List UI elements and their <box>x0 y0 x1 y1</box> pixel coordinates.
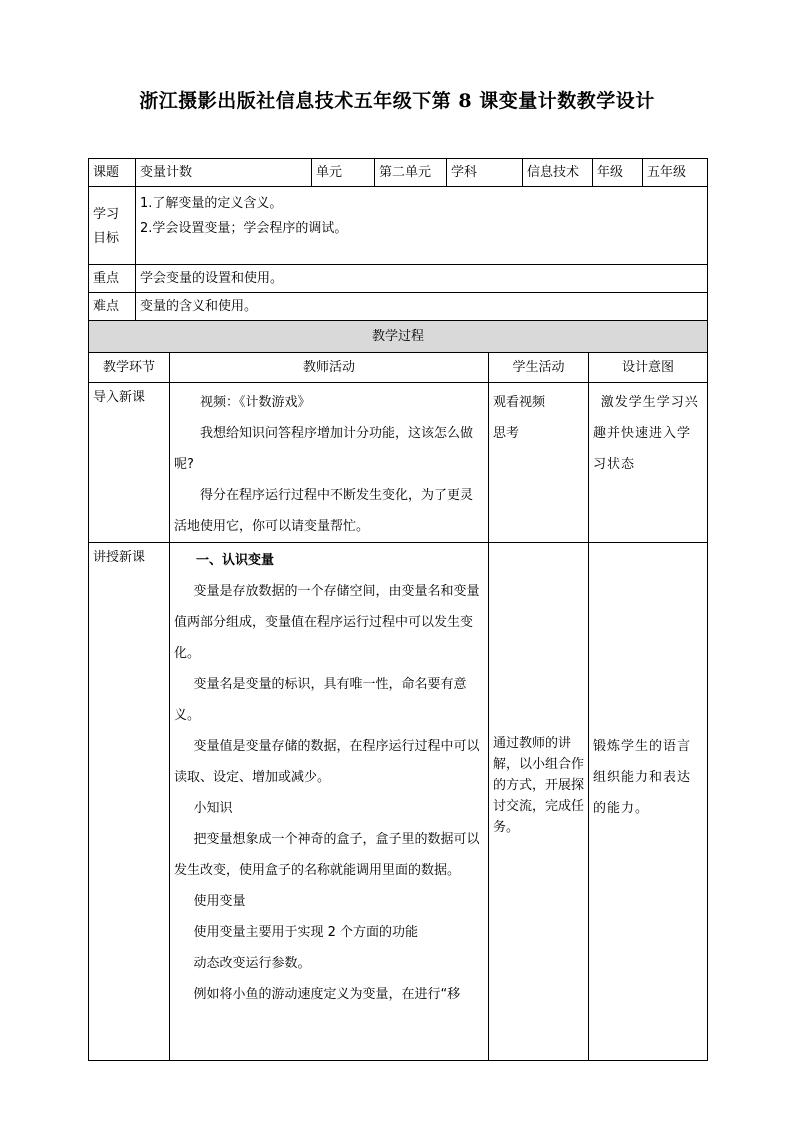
goals-label-line2: 目标 <box>93 231 120 246</box>
header-teacher: 教师活动 <box>170 353 489 383</box>
lecture-paragraph: 动态改变运行参数。 <box>193 956 311 971</box>
grade-value: 五年级 <box>643 159 708 187</box>
intro-phase: 导入新课 <box>89 383 170 543</box>
goals-label <box>89 187 136 265</box>
grade-label: 年级 <box>593 159 643 187</box>
lecture-phase: 讲授新课 <box>89 543 170 1061</box>
lecture-paragraph: 把变量想象成一个神奇的盒子，盒子里的数据可以发生改变，使用盒子的名称就能调用里面的数据。 <box>174 832 480 878</box>
lecture-tip-heading: 小知识 <box>193 801 233 816</box>
topic-value: 变量计数 <box>136 159 312 187</box>
teaching-process-table <box>88 352 708 1061</box>
intro-teacher-activity <box>170 383 489 543</box>
intro-explain: 得分在程序运行过程中不断发生变化，为了更灵活地使用它，你可以请变量帮忙。 <box>174 488 474 534</box>
document-title: 浙江摄影出版社信息技术五年级下第 8 课变量计数教学设计 <box>139 90 655 112</box>
lecture-paragraph: 例如将小鱼的游动速度定义为变量，在进行“移 <box>193 987 461 1002</box>
intro-intent-text: 激发学生学习兴趣并快速进入学习状态 <box>593 395 699 472</box>
lecture-student-text: 通过教师的讲解，以小组合作的方式，开展探讨交流，完成任务。 <box>493 736 585 835</box>
lecture-teacher-activity <box>170 543 489 1061</box>
goals-label-line1: 学习 <box>93 207 120 222</box>
student-watch: 观看视频 <box>493 395 546 410</box>
lecture-heading: 一、认识变量 <box>196 553 275 568</box>
header-phase: 教学环节 <box>89 353 170 383</box>
header-student: 学生活动 <box>489 353 589 383</box>
topic-label: 课题 <box>89 159 136 187</box>
intro-video-line: 视频：《计数游戏》 <box>200 395 311 410</box>
process-section-title: 教学过程 <box>89 321 708 353</box>
intro-question: 我想给知识问答程序增加计分功能，这该怎么做呢? <box>174 426 474 472</box>
lecture-intent-text: 锻炼学生的语言组织能力和表达的能力。 <box>593 739 692 816</box>
key-value: 学会变量的设置和使用。 <box>136 265 708 293</box>
intro-student-activity <box>489 383 589 543</box>
goal-item: 1.了解变量的定义含义。 <box>140 196 283 211</box>
difficulty-label: 难点 <box>89 293 136 321</box>
lecture-student-activity <box>489 543 589 1061</box>
lecture-design-intent <box>589 543 708 1061</box>
subject-label: 学科 <box>447 159 523 187</box>
unit-value: 第二单元 <box>375 159 447 187</box>
lecture-paragraph: 使用变量主要用于实现 2 个方面的功能 <box>193 925 419 940</box>
student-think: 思考 <box>493 426 520 441</box>
intro-design-intent <box>589 383 708 543</box>
lecture-paragraph: 变量值是变量存储的数据，在程序运行过程中可以读取、设定、增加或减少。 <box>174 739 480 785</box>
goals-content <box>136 187 708 265</box>
difficulty-value: 变量的含义和使用。 <box>136 293 708 321</box>
subject-value: 信息技术 <box>523 159 593 187</box>
goal-item: 2.学会设置变量；学会程序的调试。 <box>140 221 348 236</box>
header-intent: 设计意图 <box>589 353 708 383</box>
key-label: 重点 <box>89 265 136 293</box>
unit-label: 单元 <box>312 159 375 187</box>
lesson-info-table <box>88 158 708 353</box>
lecture-paragraph: 变量名是变量的标识，具有唯一性，命名要有意义。 <box>174 677 467 723</box>
lecture-paragraph: 变量是存放数据的一个存储空间，由变量名和变量值两部分组成，变量值在程序运行过程中可以发生变化。 <box>174 584 480 661</box>
lecture-subheading: 使用变量 <box>193 894 246 909</box>
